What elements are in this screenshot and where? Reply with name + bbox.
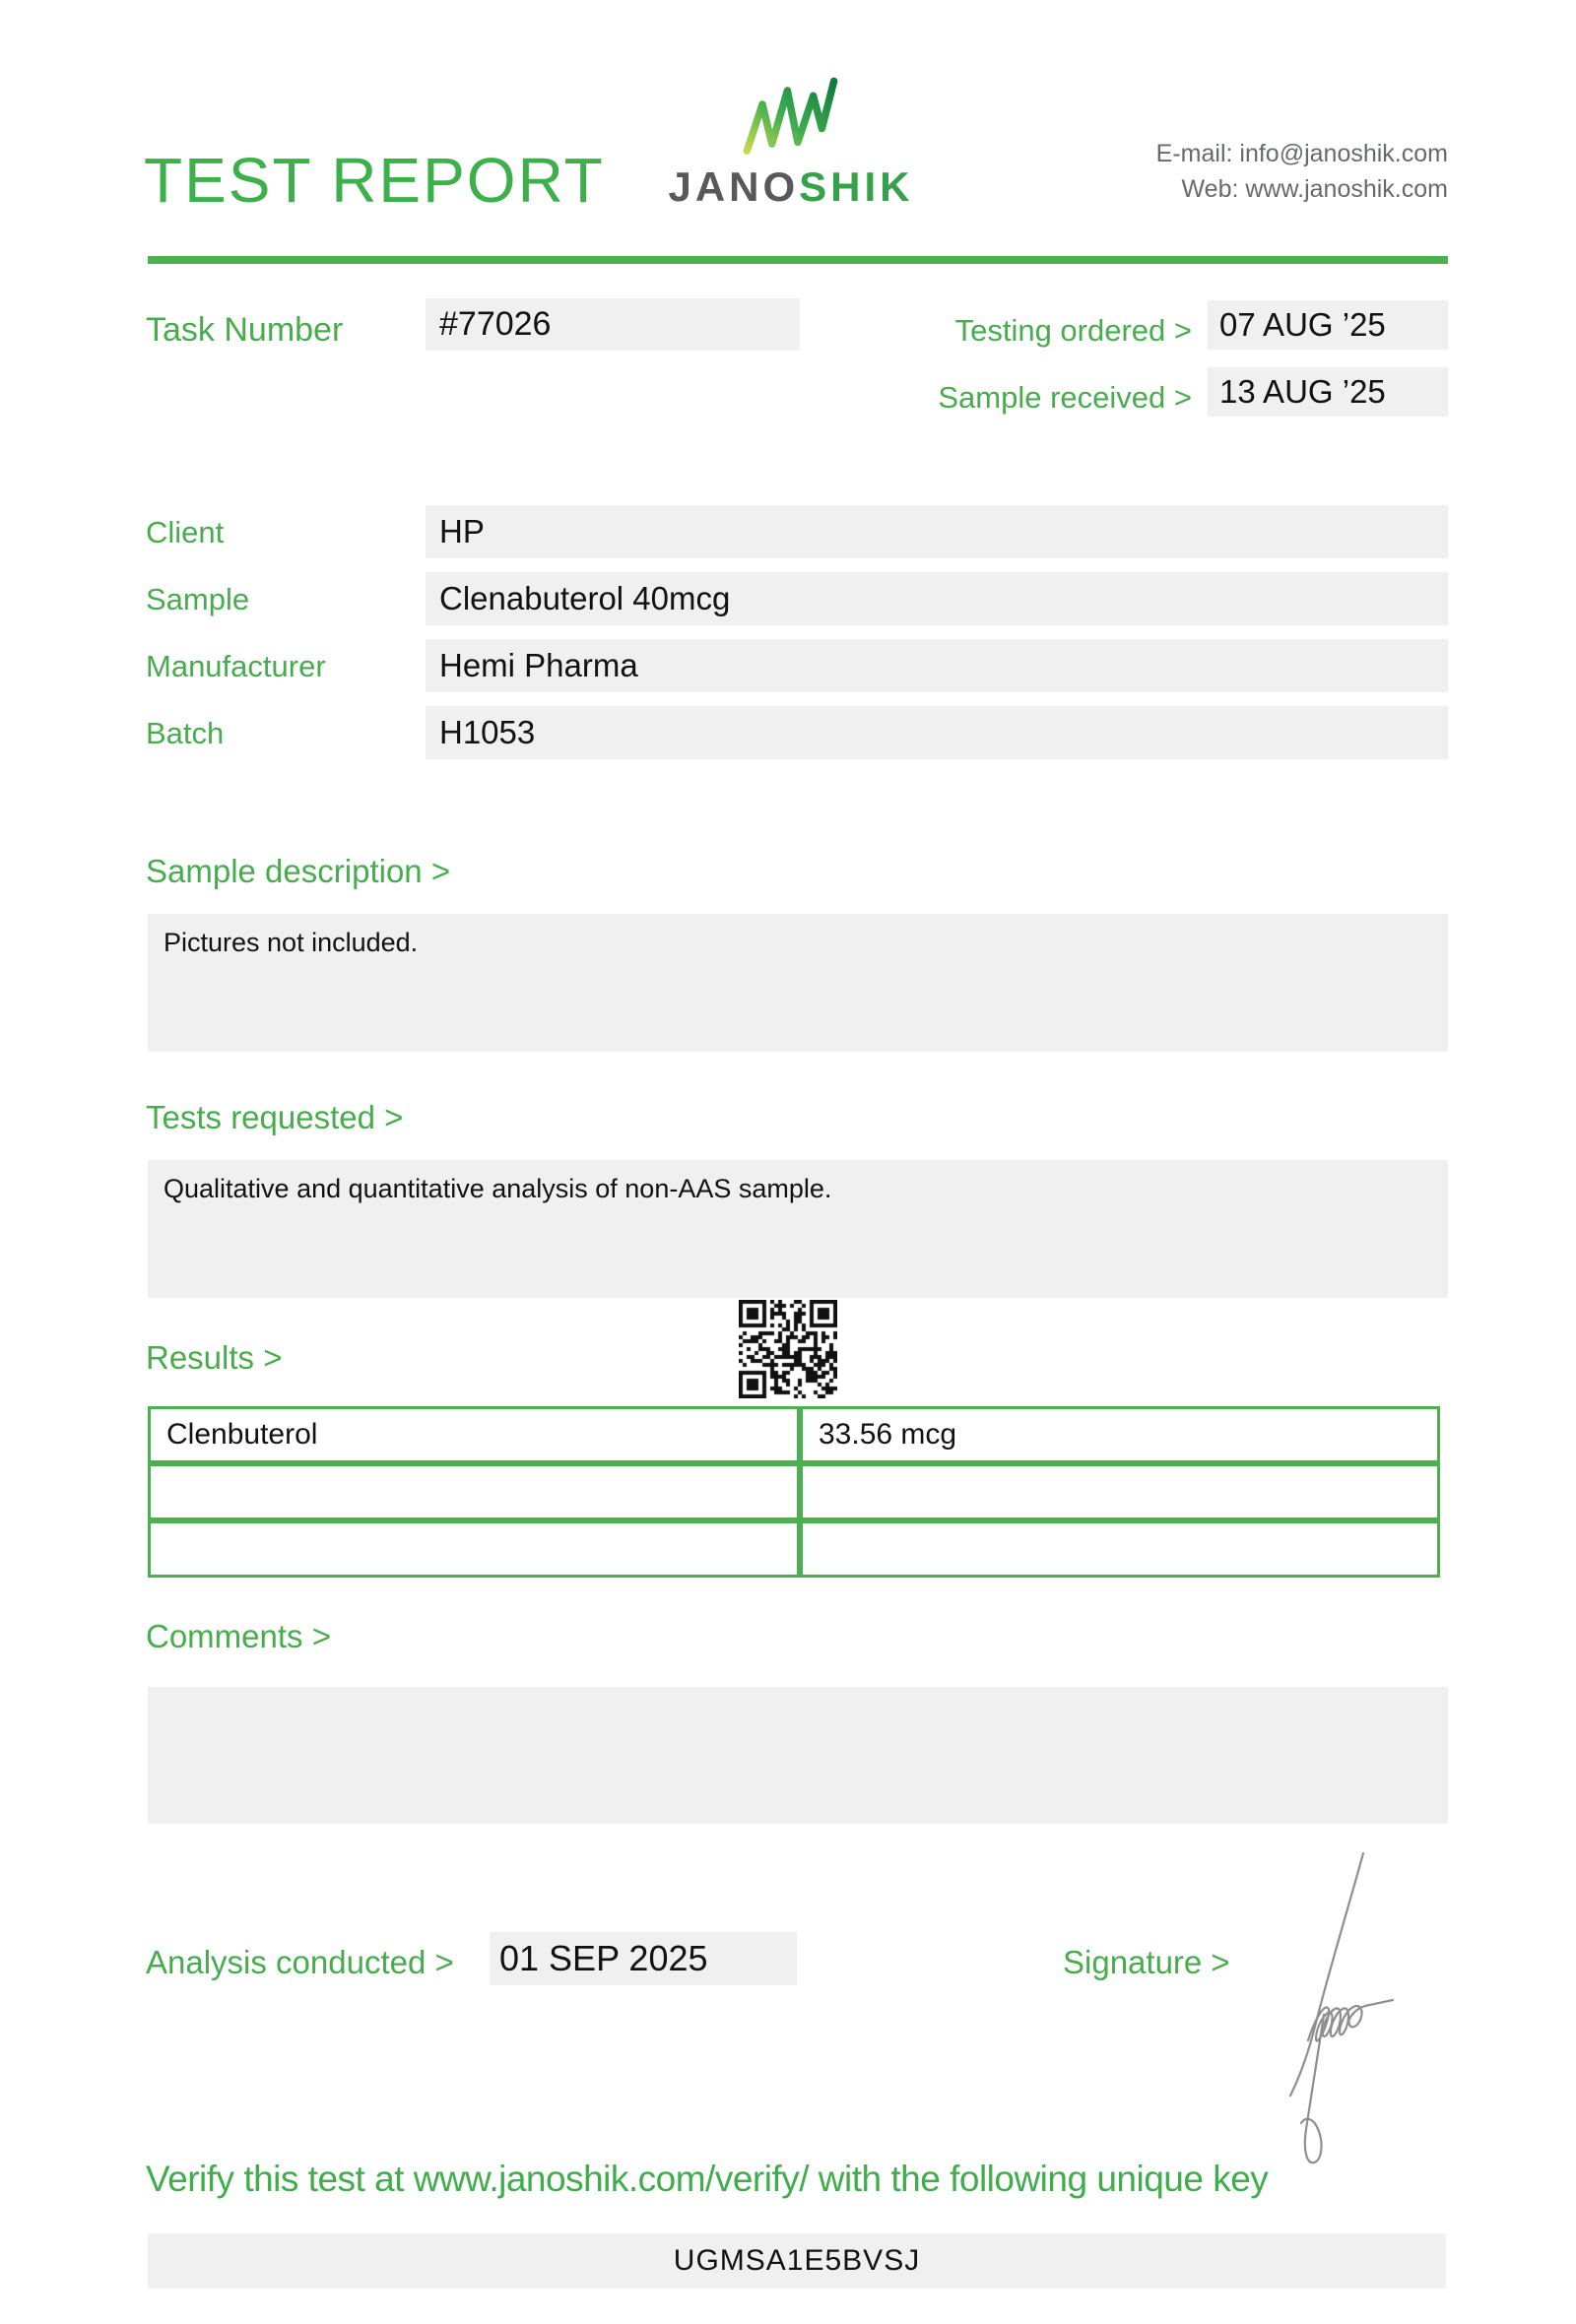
- verify-key: UGMSA1E5BVSJ: [673, 2244, 921, 2277]
- sample-received-box: [1208, 367, 1448, 417]
- brand-logo: [658, 163, 924, 211]
- verify-instruction: Verify this test at www.janoshik.com/verify/ with the following unique key: [146, 2159, 1269, 2199]
- table-row: [148, 1406, 1440, 1463]
- analysis-conducted-value: 01 SEP 2025: [499, 1938, 708, 1978]
- task-number-label: Task Number: [146, 311, 344, 349]
- task-number-box: [426, 298, 800, 351]
- comments-box: [148, 1687, 1448, 1824]
- result-cell-value: [800, 1520, 1440, 1578]
- section-label-comments: Comments >: [146, 1618, 331, 1654]
- section-label-results: Results >: [146, 1339, 283, 1376]
- info-label-batch: Batch: [146, 716, 225, 750]
- table-row: [148, 1463, 1440, 1520]
- contact-email: E-mail: info@janoshik.com: [1155, 140, 1448, 167]
- result-cell-value: 33.56 mcg: [800, 1406, 1440, 1463]
- verify-key-box: [148, 2233, 1446, 2289]
- section-label-sample-description: Sample description >: [146, 853, 451, 889]
- testing-ordered-value: 07 AUG ’25: [1219, 306, 1386, 343]
- tests-requested-text: Qualitative and quantitative analysis of non-AAS sample.: [164, 1174, 832, 1203]
- brand-shik: SHIK: [799, 163, 914, 210]
- info-label-sample: Sample: [146, 582, 250, 616]
- analysis-conducted-box: [490, 1932, 797, 1985]
- comments-text: [148, 1687, 1448, 1701]
- results-table: [148, 1406, 1440, 1578]
- analysis-conducted-label: Analysis conducted >: [146, 1944, 454, 1980]
- info-label-client: Client: [146, 515, 225, 549]
- result-cell-analyte: [148, 1463, 800, 1520]
- testing-ordered-box: [1208, 300, 1448, 350]
- sample-received-label: Sample received >: [938, 380, 1192, 415]
- contact-block: [1156, 136, 1448, 207]
- header-divider: [148, 256, 1448, 264]
- section-label-tests-requested: Tests requested >: [146, 1099, 404, 1135]
- chart-uptrend-icon: [741, 77, 839, 160]
- info-value-manufacturer: [426, 639, 1448, 692]
- sample-description-box: [148, 914, 1448, 1052]
- client-value: HP: [439, 513, 485, 549]
- manufacturer-value: Hemi Pharma: [439, 647, 638, 683]
- task-number-value: #77026: [439, 305, 552, 343]
- table-row: [148, 1520, 1440, 1578]
- testing-ordered-label: Testing ordered >: [954, 313, 1192, 348]
- info-label-manufacturer: Manufacturer: [146, 649, 326, 683]
- tests-requested-box: [148, 1160, 1448, 1298]
- info-value-client: [426, 505, 1448, 558]
- sample-value: Clenabuterol 40mcg: [439, 580, 731, 616]
- sample-received-value: 13 AUG ’25: [1219, 373, 1386, 410]
- batch-value: H1053: [439, 714, 536, 750]
- result-cell-value: [800, 1463, 1440, 1520]
- result-cell-analyte: [148, 1520, 800, 1578]
- info-value-batch: [426, 706, 1448, 759]
- brand-jano: JANO: [668, 163, 800, 210]
- signature-label: Signature >: [1063, 1944, 1230, 1980]
- signature-image: [1269, 1847, 1416, 2172]
- info-value-sample: [426, 572, 1448, 625]
- sample-description-text: Pictures not included.: [164, 928, 419, 957]
- qr-code: [739, 1300, 837, 1398]
- page-title: TEST REPORT: [144, 145, 605, 216]
- contact-web: Web: www.janoshik.com: [1181, 175, 1448, 203]
- result-cell-analyte: Clenbuterol: [148, 1406, 800, 1463]
